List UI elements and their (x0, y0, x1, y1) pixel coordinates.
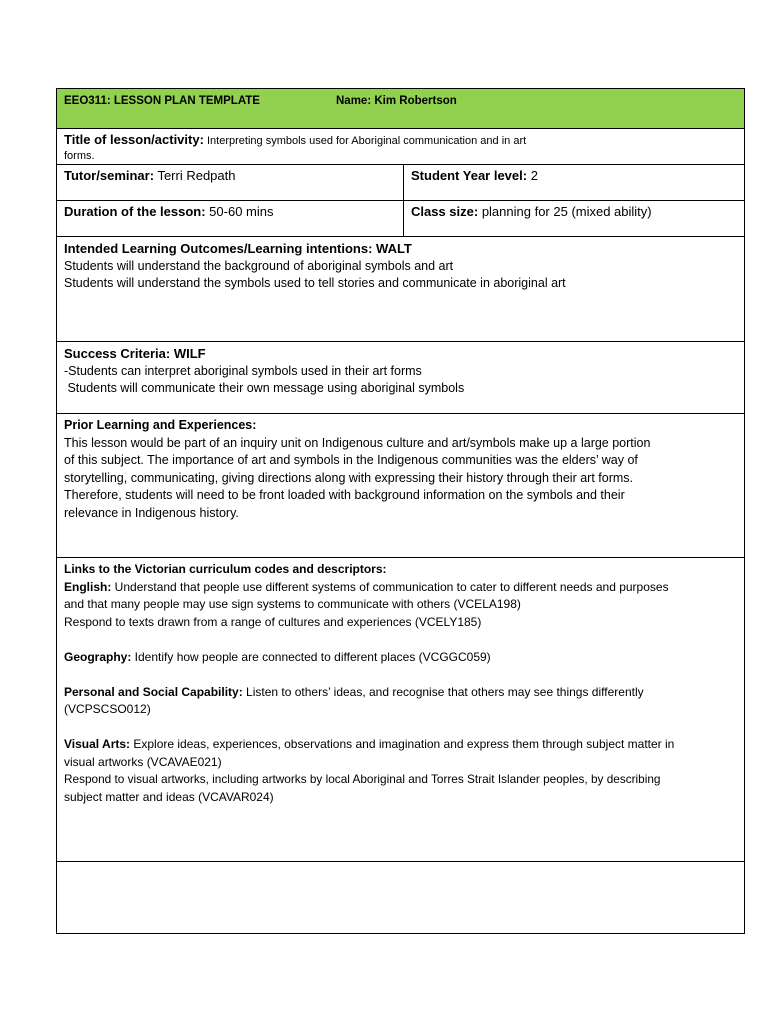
prior-learning-section (57, 414, 744, 558)
visual-arts-text-3: Respond to visual artworks, including artworks by local Aboriginal and Torres Strait Islander peoples, by describing (64, 772, 661, 786)
lesson-title-value-cont: forms. (64, 150, 95, 162)
class-size-cell (404, 201, 744, 236)
class-size-value: planning for 25 (mixed ability) (478, 204, 652, 219)
tutor-year-row (57, 165, 744, 201)
template-code: EEO311: LESSON PLAN TEMPLATE (64, 95, 260, 107)
tutor-label: Tutor/seminar: (64, 168, 155, 183)
visual-arts-text-1: Explore ideas, experiences, observations and imagination and express them through subject matter in (130, 737, 675, 751)
template-header (57, 89, 744, 129)
visual-arts-descriptor (64, 736, 737, 754)
lesson-title-label: Title of lesson/activity (64, 132, 200, 147)
learning-intentions-heading: Intended Learning Outcomes/Learning intentions: WALT (64, 241, 412, 256)
class-size-label: Class size: (411, 204, 479, 219)
psc-descriptor (64, 684, 737, 702)
success-criteria-item: -Students can interpret aboriginal symbols used in their art forms (64, 363, 422, 378)
english-text-3: Respond to texts drawn from a range of cultures and experiences (VCELY185) (64, 614, 482, 629)
duration-class-row (57, 201, 744, 237)
prior-learning-line: relevance in Indigenous history. (64, 505, 239, 520)
learning-intention-item: Students will understand the symbols used to tell stories and communicate in aboriginal art (64, 276, 566, 290)
lesson-plan-table (56, 88, 745, 934)
visual-arts-text-4: subject matter and ideas (VCAVAR024) (64, 789, 274, 804)
success-criteria-section (57, 342, 744, 414)
tutor-value: Terri Redpath (154, 168, 236, 183)
visual-arts-text-2: visual artworks (VCAVAE021) (64, 754, 222, 769)
geography-descriptor (64, 649, 737, 667)
english-text-2: and that many people may use sign systems to communicate with others (VCELA198) (64, 597, 521, 611)
psc-text-1: Listen to others’ ideas, and recognise that others may see things differently (242, 684, 644, 699)
visual-arts-label: Visual Arts: (64, 737, 131, 751)
geography-text: Identify how people are connected to different places (VCGGC059) (131, 649, 491, 664)
success-criteria-heading: Success Criteria: WILF (64, 346, 206, 361)
lesson-title-value: Interpreting symbols used for Aboriginal communication and in art (203, 135, 527, 147)
prior-learning-line: storytelling, communicating, giving directions along with expressing their history through their art forms. (64, 470, 634, 485)
duration-label: Duration of the lesson: (64, 204, 206, 219)
lesson-title-colon: : (199, 132, 204, 147)
tutor-cell (57, 165, 404, 200)
learning-intention-item: Students will understand the background of aboriginal symbols and art (64, 258, 454, 273)
year-level-label: Student Year level: (411, 168, 528, 183)
english-text-1: Understand that people use different systems of communication to cater to different needs and purposes (111, 579, 669, 594)
geography-label: Geography: (64, 649, 132, 664)
prior-learning-line: This lesson would be part of an inquiry unit on Indigenous culture and art/symbols make up a large portion (64, 435, 651, 450)
duration-cell (57, 201, 404, 236)
curriculum-links-section (57, 558, 744, 862)
prior-learning-line: Therefore, students will need to be front loaded with background information on the symbols and their (64, 488, 625, 502)
success-criteria-item: Students will communicate their own message using aboriginal symbols (64, 381, 465, 395)
prior-learning-heading: Prior Learning and Experiences: (64, 418, 257, 432)
author-name: Name: Kim Robertson (336, 95, 457, 107)
learning-intentions-section (57, 237, 744, 342)
psc-label: Personal and Social Capability: (64, 684, 243, 699)
year-level-cell (404, 165, 744, 200)
duration-value: 50-60 mins (205, 204, 274, 219)
year-level-value: 2 (527, 168, 538, 183)
prior-learning-line: of this subject. The importance of art and symbols in the Indigenous communities was the elders’ way of (64, 453, 638, 467)
empty-row (57, 862, 744, 934)
psc-text-2: (VCPSCSO012) (64, 702, 151, 716)
english-descriptor (64, 579, 737, 597)
curriculum-links-heading: Links to the Victorian curriculum codes and descriptors: (64, 562, 387, 576)
lesson-title-row (57, 129, 744, 165)
english-label: English: (64, 579, 112, 594)
